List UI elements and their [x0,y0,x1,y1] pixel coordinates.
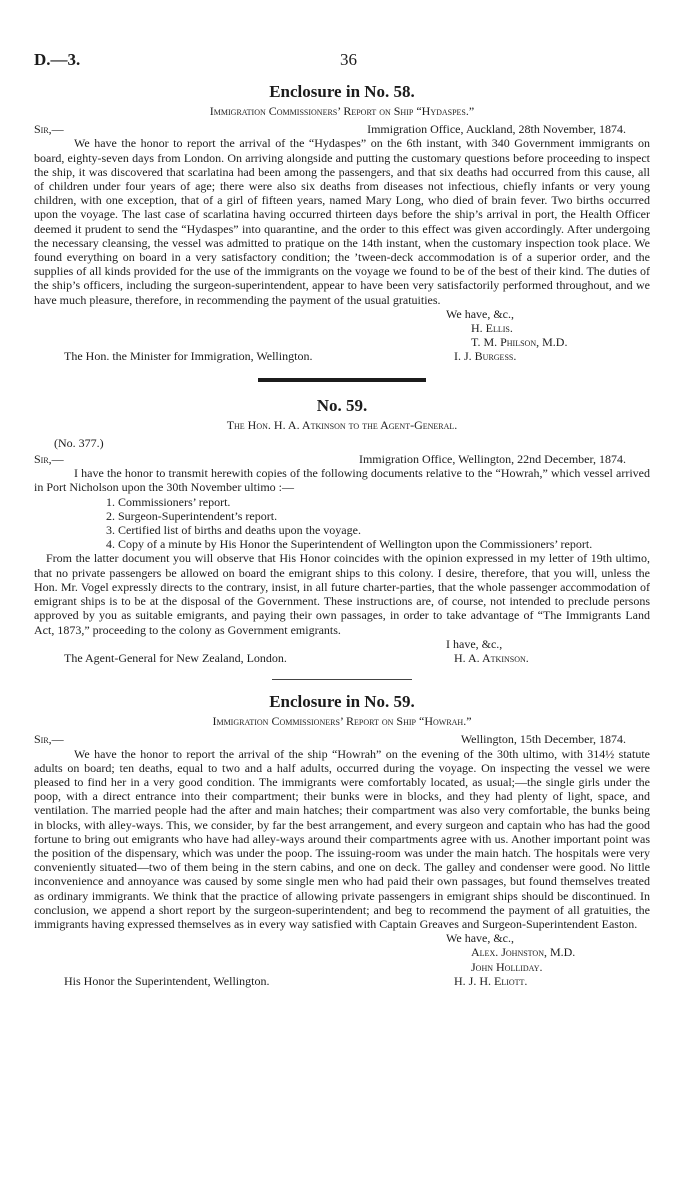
signatory: H. A. Atkinson. [454,650,529,665]
no-59-heading-row [34,452,650,466]
signature-block [446,307,650,350]
signature-block [446,637,650,651]
no-59-title: No. 59. [316,395,368,415]
section-divider [258,378,426,382]
salutation: Sir,— [34,122,64,137]
signatory: H. J. H. Eliott. [454,973,528,988]
enclosure-58-title: Enclosure in No. 58. [269,82,415,101]
enclosure-59-heading-row [34,732,650,746]
addressee-row [34,974,650,988]
list-item: 4. Copy of a minute by His Honor the Superintendent of Wellington upon the Commissioners’ report. [106,537,593,552]
enclosure-59-body: We have the honor to report the arrival of the ship “Howrah” on the evening of the 30th ultimo, with 314½ statute adults on board; ten deaths, equal to two and a half adults, occurred during the voyage. On inspecting the vessel we were pleased to find her in a very good condition. The immigrants were comfortably located, as usual;—the single girls under the poop, with a direct entrance into their compartment; their bunks were in blocks, and they had plenty of light, space, and ventilation. The married people had the after and main hatches; their compartment was also very comfortable, the bunks being in blocks, with alley-ways. This, we consider, by far the best arrangement, and every surgeon and captain who has had the good fortune to bring out emigrants who have had alley-ways around their compartments agree with us. Another important point was the position of the dispensary, which was under the poop. The issuing-room was under the main hatch. The hospitals were very conveniently situated—two of them being in the stern cabins, and one on deck. The galley and condenser were good. No little inconvenience and annoyance was caused by some single men who had paid their own passages, but found themselves treated as ordinary immigrants. We think that the practice of allowing private passengers in emigrant ships should be discontinued. In conclusion, we append a short report by the surgeon-superintendent; and beg to recommend the payment of all gratuities, the immigrants having expressed themselves as in every way satisfied with Captain Greaves and Surgeon-Superintendent Easton. [34,746,650,931]
closing: We have, &c., [446,931,515,946]
enclosure-58-heading-row [34,122,650,136]
signatory: T. M. Philson, M.D. [471,335,568,350]
salutation: Sir,— [34,732,64,747]
document-reference: D.—3. [34,50,81,69]
date-line: Immigration Office, Wellington, 22nd December, 1874. [358,452,626,467]
closing: I have, &c., [446,636,503,651]
enclosure-58-section [34,82,650,364]
list-item: 2. Surgeon-Superintendent’s report. [106,508,278,523]
enclosure-58-body: We have the honor to report the arrival of the “Hydaspes” on the 6th instant, with 340 Government immigrants on board, eighty-seven days from London. On arriving alongside and putting the customary questions before proceeding to inspect the ship, it was discovered that scarlatina had been among the passengers, and that six deaths had occurred from this cause, all of children under four years of age; there were also six deaths from diseases not infectious, chiefly infants or very young children, with one exception, that of a girl of fifteen years, named Mary Long, who died of brain fever. Two births occurred upon the voyage. The last case of scarlatina having occurred thirteen days before the ship’s arrival in port, the Health Officer deemed it prudent to send the “Hydaspes” into quarantine, and the order to this effect was given accordingly. After undergoing the necessary cleansing, the vessel was admitted to pratique on the 14th instant, when the customary inspection took place. We found everything on board in a very satisfactory condition; the ’tween-deck accommodation is of a superior order, and the supplies of all kinds provided for the use of the immigrants on the voyage we found to be of the best of their kind. The duties of the ship’s officers, including the surgeon-superintendent, appear to have been very satisfactorily performed throughout, and we have much pleasure, therefore, in recommending the payment of the usual gratuities. [34,136,650,307]
signatory: H. Ellis. [471,321,513,336]
enclosure-59-title: Enclosure in No. 59. [269,692,415,712]
signature-block [446,931,650,974]
page-content [34,82,650,988]
page-number: 36 [340,50,357,69]
addressee: His Honor the Superintendent, Wellington. [64,973,270,988]
document-list [106,495,650,552]
date-line: Immigration Office, Auckland, 28th November, 1874. [367,122,626,137]
date-line: Wellington, 15th December, 1874. [460,732,626,747]
addressee-row [34,651,650,665]
enclosure-58-subtitle: Immigration Commissioners’ Report on Ship “Hydaspes.” [209,104,475,118]
no-59-subtitle: The Hon. H. A. Atkinson to the Agent-General. [226,417,458,432]
salutation: Sir,— [34,452,64,467]
signatory: John Holliday. [471,959,543,974]
closing: We have, &c., [446,306,515,321]
reference-number: (No. 377.) [54,435,104,450]
addressee-row [34,349,650,363]
list-item: 3. Certified list of births and deaths upon the voyage. [106,523,361,538]
list-item: 1. Commissioners’ report. [106,494,231,509]
enclosure-59-section [34,692,650,988]
addressee: The Hon. the Minister for Immigration, Wellington. [64,349,313,364]
enclosure-59-subtitle: Immigration Commissioners’ Report on Ship “Howrah.” [212,714,472,729]
no-59-intro: I have the honor to transmit herewith copies of the following documents relative to the “Howrah,” which vessel arrived in Port Nicholson upon the 30th November ultimo :— [34,466,650,495]
addressee: The Agent-General for New Zealand, London. [64,650,287,665]
no-59-section [34,396,650,665]
signatory: Alex. Johnston, M.D. [471,945,576,960]
section-divider [272,679,412,680]
no-59-body: From the latter document you will observe that His Honor coincides with the opinion expressed in my letter of 19th ultimo, that no private passengers be allowed on board the emigrant ships to this colony. I desire, therefore, that you will, unless the Hon. Mr. Vogel expressly directs to the contrary, insist, in all future charter-parties, that the whole passenger accommodation of emigrant ships is to be at the disposal of the Government. These instructions are, of course, not intended to preclude persons approved by you as suitable emigrants, and paying their own passages, in order to take advantage of “The Immigrants Land Act, 1873,” proceeding to the colony as Government emigrants. [34,551,650,637]
signatory: I. J. Burgess. [454,349,517,364]
